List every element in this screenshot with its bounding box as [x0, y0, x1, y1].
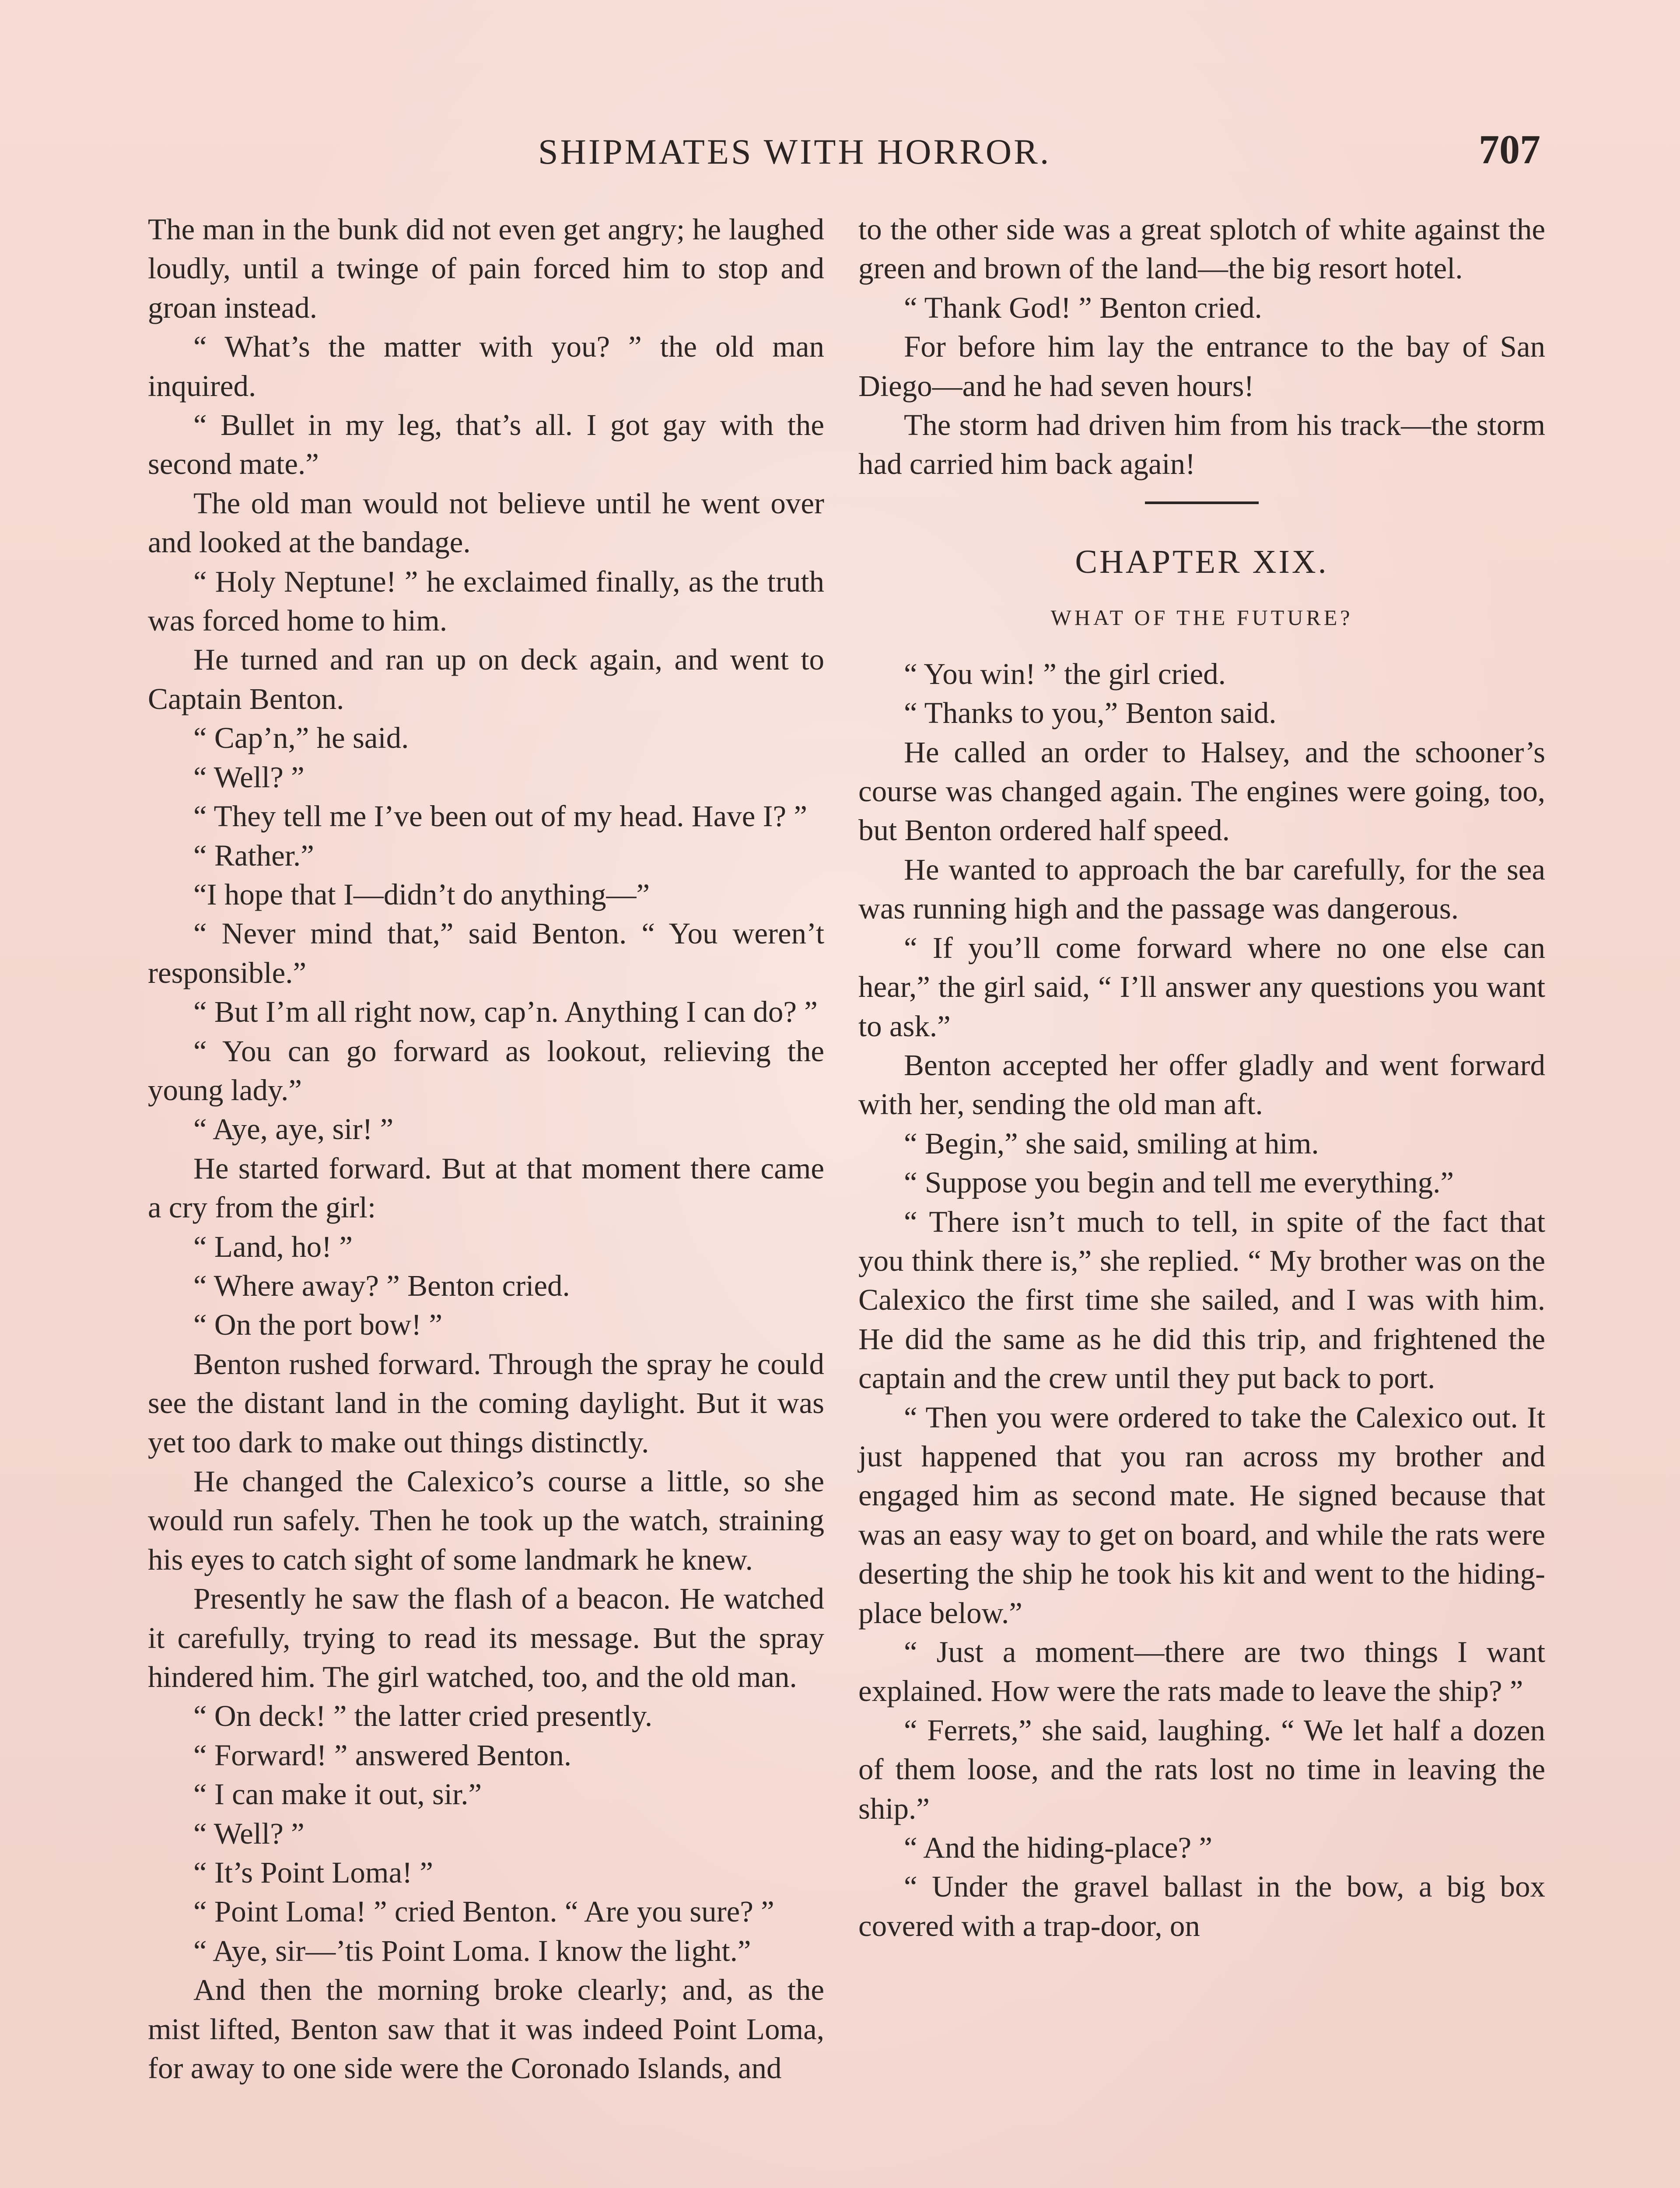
paragraph: “ But I’m all right now, cap’n. Anything I can do? ” [193, 995, 818, 1029]
paragraph: He wanted to approach the bar carefully, for the sea was running high and the passage was dangerous. [858, 852, 1545, 926]
paragraph: He started forward. But at that moment there came a cry from the girl: [148, 1151, 824, 1224]
paragraph: “ There isn’t much to tell, in spite of the fact that you think there is,” she replied. “ My brother was on the Calexico the first time she sailed, and I was with him. He did the same as he did this trip, and frightened the captain and the crew until they put back to port. [858, 1205, 1545, 1395]
right-text-column [858, 210, 1545, 1946]
paragraph: “ Rather.” [193, 838, 314, 872]
chapter-title: CHAPTER XIX. [1075, 543, 1329, 580]
paragraph: He changed the Calexico’s course a little, so she would run safely. Then he took up the watch, straining his eyes to catch sight of some landmark he knew. [148, 1465, 824, 1576]
paragraph: “ I can make it out, sir.” [193, 1778, 482, 1811]
paragraph: “ Thanks to you,” Benton said. [904, 696, 1277, 730]
paragraph: “ Cap’n,” he said. [193, 721, 409, 755]
paragraph: “ Never mind that,” said Benton. “ You weren’t responsible.” [148, 917, 824, 989]
paragraph: “ It’s Point Loma! ” [193, 1856, 434, 1890]
paragraph: “ Forward! ” answered Benton. [193, 1738, 572, 1772]
running-head-title: SHIPMATES WITH HORROR. [538, 132, 1051, 172]
paragraph: “ Where away? ” Benton cried. [193, 1269, 570, 1302]
paragraph: “ Well? ” [193, 760, 304, 794]
paragraph: “ Aye, sir—’tis Point Loma. I know the light.” [193, 1934, 751, 1967]
paragraph: “ You can go forward as lookout, relieving the young lady.” [148, 1034, 824, 1107]
paragraph: “ Ferrets,” she said, laughing. “ We let half a dozen of them loose, and the rats lost no time in leaving the ship.” [858, 1713, 1545, 1825]
paragraph: “ Well? ” [193, 1816, 304, 1850]
paragraph: “ Begin,” she said, smiling at him. [904, 1126, 1319, 1160]
paragraph: For before him lay the entrance to the bay of San Diego—and he had seven hours! [858, 330, 1545, 403]
paragraph: “ You win! ” the girl cried. [904, 657, 1226, 691]
paragraph: The storm had driven him from his track—the storm had carried him back again! [858, 408, 1545, 481]
left-text-column [148, 210, 824, 2088]
paragraph: “ Aye, aye, sir! ” [193, 1112, 394, 1146]
page-number: 707 [1479, 127, 1540, 172]
paragraph: “ On the port bow! ” [193, 1308, 443, 1342]
paragraph: “I hope that I—didn’t do anything—” [193, 877, 650, 911]
paragraph: “ Suppose you begin and tell me everything.” [904, 1166, 1454, 1199]
paragraph-continuation: to the other side was a great splotch of white against the green and brown of the land—the big resort hotel. [858, 213, 1545, 285]
paragraph: “ And the hiding-place? ” [904, 1831, 1213, 1865]
paragraph: He called an order to Halsey, and the schooner’s course was changed again. The engines were going, too, but Benton ordered half speed. [858, 735, 1545, 847]
paragraph: “ Thank God! ” Benton cried. [904, 291, 1262, 324]
paragraph: And then the morning broke clearly; and, as the mist lifted, Benton saw that it was indeed Point Loma, for away to one side were the Coronado Islands, and [148, 1973, 824, 2085]
paragraph: “ Land, ho! ” [193, 1230, 353, 1263]
chapter-subtitle: WHAT OF THE FUTURE? [1050, 605, 1353, 630]
paragraph: He turned and ran up on deck again, and went to Captain Benton. [148, 643, 824, 715]
paragraph: Benton accepted her offer gladly and went forward with her, sending the old man aft. [858, 1048, 1545, 1121]
paragraph: “ They tell me I’ve been out of my head. Have I? ” [193, 799, 808, 833]
paragraph: “ Under the gravel ballast in the bow, a big box covered with a trap-door, on [858, 1870, 1545, 1943]
paragraph: The man in the bunk did not even get angry; he laughed loudly, until a twinge of pain forced him to stop and groan instead. [148, 213, 824, 324]
section-divider-rule [1145, 501, 1259, 504]
paragraph: “ What’s the matter with you? ” the old man inquired. [148, 330, 824, 403]
paragraph: “ Bullet in my leg, that’s all. I got gay with the second mate.” [148, 408, 824, 481]
paragraph: “ On deck! ” the latter cried presently. [193, 1699, 653, 1733]
paragraph: “ If you’ll come forward where no one else can hear,” the girl said, “ I’ll answer any questions you want to ask.” [858, 931, 1545, 1043]
paragraph: “ Holy Neptune! ” he exclaimed finally, as the truth was forced home to him. [148, 565, 824, 638]
paragraph: The old man would not believe until he went over and looked at the bandage. [148, 486, 824, 559]
paragraph: “ Then you were ordered to take the Calexico out. It just happened that you ran across my brother and engaged him as second mate. He signed because that was an easy way to get on board, and while the rats were deserting the ship he took his kit and went to the hiding-place below.” [858, 1400, 1545, 1630]
paragraph: “ Just a moment—there are two things I want explained. How were the rats made to leave the ship? ” [858, 1635, 1545, 1708]
paragraph: Presently he saw the flash of a beacon. He watched it carefully, trying to read its message. But the spray hindered him. The girl watched, too, and the old man. [148, 1582, 824, 1694]
paragraph: “ Point Loma! ” cried Benton. “ Are you sure? ” [193, 1895, 774, 1929]
paragraph: Benton rushed forward. Through the spray he could see the distant land in the coming daylight. But it was yet too dark to make out things distinctly. [148, 1347, 824, 1459]
